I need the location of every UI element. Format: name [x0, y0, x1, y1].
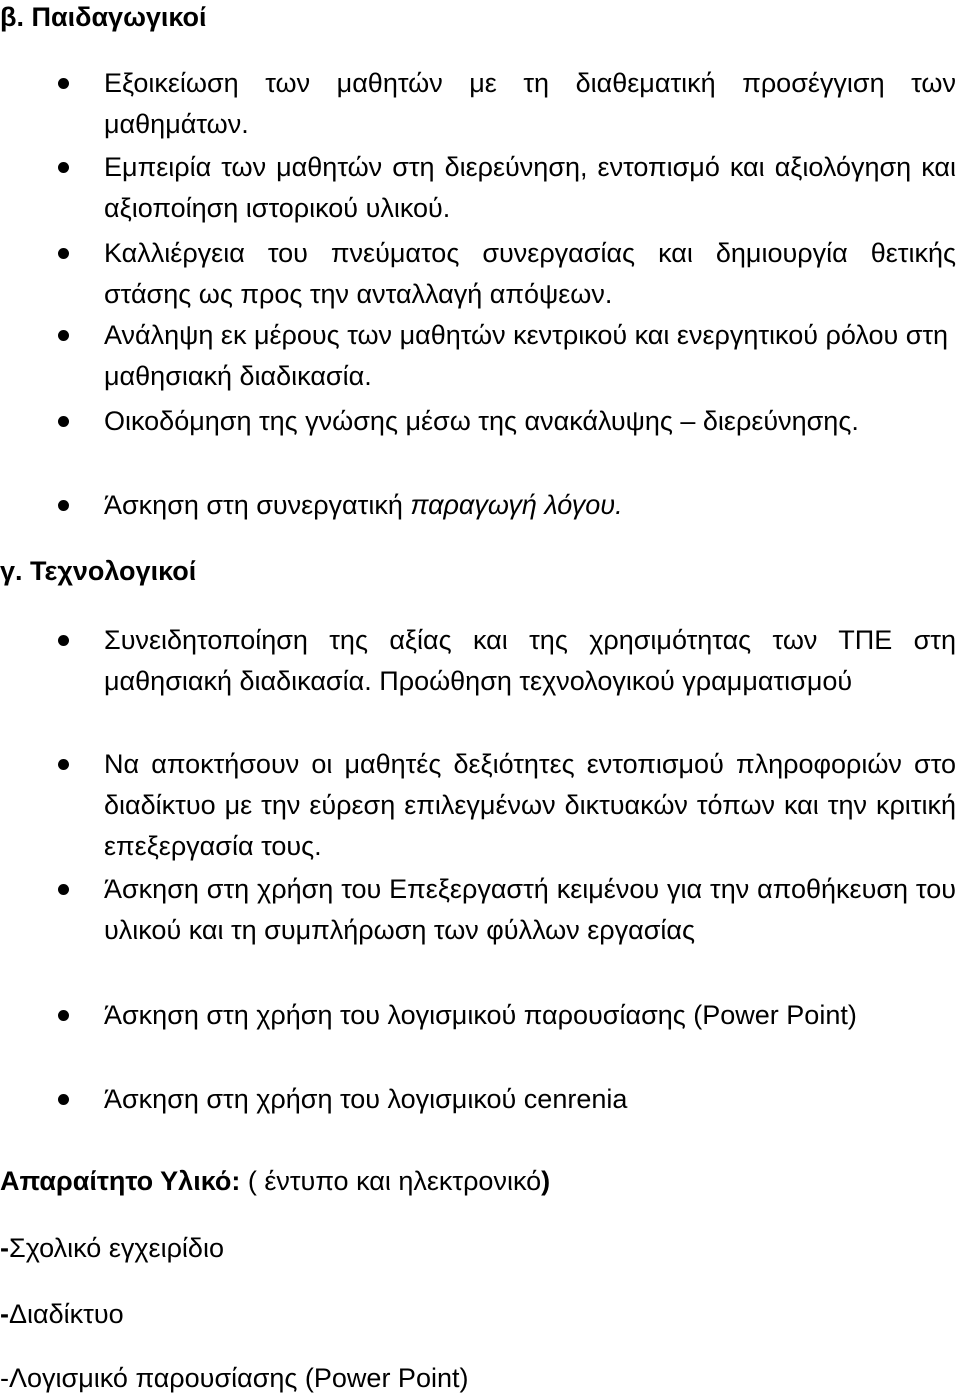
list-item	[0, 233, 960, 315]
list-item	[0, 869, 960, 995]
bullet-icon	[58, 635, 69, 646]
list-item	[0, 401, 960, 485]
section-c-heading: γ. Τεχνολογικοί	[0, 556, 197, 586]
materials-item-dash: -	[0, 1299, 9, 1329]
materials-title-rest: έντυπο και ηλεκτρονικό	[256, 1166, 542, 1196]
materials-item	[0, 1297, 124, 1331]
bullet-icon	[58, 162, 69, 173]
list-item	[0, 485, 960, 527]
section-b-heading: β. Παιδαγωγικοί	[0, 2, 207, 32]
list-item-text-plain: Άσκηση στη συνεργατική	[104, 490, 411, 520]
materials-item-text: Διαδίκτυο	[9, 1299, 124, 1329]
list-item	[0, 1079, 960, 1121]
list-item	[0, 147, 960, 233]
list-item-text: Εμπειρία των μαθητών στη διερεύνηση, εντοπισμό και αξιολόγηση και αξιοποίηση ιστορικού υλικού.	[104, 152, 956, 223]
section-c-list	[0, 620, 960, 1121]
materials-title	[0, 1164, 550, 1198]
bullet-icon	[58, 884, 69, 895]
bullet-icon	[58, 248, 69, 259]
bullet-icon	[58, 1010, 69, 1021]
list-item-text: Να αποκτήσουν οι μαθητές δεξιότητες εντοπισμού πληροφοριών στο διαδίκτυο με την εύρεση επιλεγμένων δικτυακών τόπων και την κριτική επεξεργασία τους.	[104, 749, 956, 861]
section-b-list	[0, 63, 960, 527]
list-item	[0, 63, 960, 147]
list-item-text: Οικοδόμηση της γνώσης μέσω της ανακάλυψης – διερεύνησης.	[104, 406, 859, 436]
materials-item	[0, 1231, 224, 1265]
list-item	[0, 620, 960, 744]
list-item-text: Άσκηση στη χρήση του λογισμικού παρουσίασης (Power Point)	[104, 1000, 857, 1030]
bullet-icon	[58, 78, 69, 89]
list-item	[0, 744, 960, 869]
bullet-icon	[58, 759, 69, 770]
list-item-text	[104, 485, 956, 526]
list-item-text: Συνειδητοποίηση της αξίας και της χρησιμότητας των ΤΠΕ στη μαθησιακή διαδικασία. Προώθηση τεχνολογικού γραμματισμού	[104, 625, 956, 696]
list-item-text: Καλλιέργεια του πνεύματος συνεργασίας και δημιουργία θετικής στάσης ως προς την ανταλλαγή απόψεων.	[104, 238, 956, 309]
list-item	[0, 995, 960, 1079]
list-item	[0, 315, 960, 401]
bullet-icon	[58, 330, 69, 341]
materials-item-dash: -	[0, 1233, 9, 1263]
list-item-text: Άσκηση στη χρήση του λογισμικού cenrenia	[104, 1084, 628, 1114]
bullet-icon	[58, 416, 69, 427]
materials-paren-close: )	[541, 1166, 551, 1196]
list-item-text: Ανάληψη εκ μέρους των μαθητών κεντρικού και ενεργητικού ρόλου στη μαθησιακή διαδικασία.	[104, 320, 949, 391]
list-item-text-italic: παραγωγή λόγου.	[410, 490, 623, 520]
list-item-text: Άσκηση στη χρήση του Επεξεργαστή κειμένου για την αποθήκευση του υλικού και τη συμπλήρωση των φύλλων εργασίας	[104, 874, 956, 945]
list-item-text: Εξοικείωση των μαθητών με τη διαθεματική προσέγγιση των μαθημάτων.	[104, 68, 956, 139]
materials-item	[0, 1361, 468, 1395]
bullet-icon	[58, 1094, 69, 1105]
materials-item-text: -Λογισμικό παρουσίασης (Power Point)	[0, 1363, 469, 1393]
materials-title-bold: Απαραίτητο Υλικό:	[0, 1166, 241, 1196]
materials-paren-open: (	[240, 1166, 257, 1196]
materials-item-text: Σχολικό εγχειρίδιο	[9, 1233, 224, 1263]
bullet-icon	[58, 500, 69, 511]
